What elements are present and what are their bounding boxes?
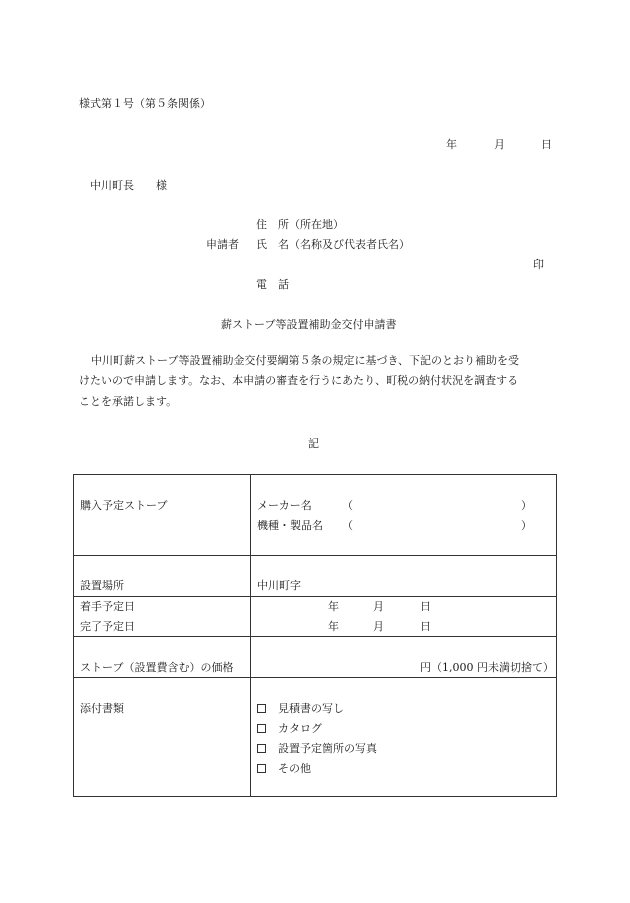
checkbox-icon[interactable] xyxy=(257,744,266,753)
maker-paren-close: ） xyxy=(521,499,532,512)
end-date-label: 完了予定日 xyxy=(80,620,135,633)
site-label: 設置場所 xyxy=(80,579,124,592)
seal-mark: 印 xyxy=(533,258,544,271)
attachment-item-label: 設置予定箇所の写真 xyxy=(278,742,377,755)
model-label: 機種・製品名 xyxy=(257,519,323,532)
attachment-item[interactable] xyxy=(257,703,344,714)
attachment-item[interactable] xyxy=(257,763,311,774)
ki-heading: 記 xyxy=(308,437,319,450)
body-line-1: 中川町薪ストーブ等設置補助金交付要綱第５条の規定に基づき、下記のとおり補助を受 xyxy=(91,354,520,367)
checkbox-icon[interactable] xyxy=(257,764,266,773)
address-label: 住 所（所在地） xyxy=(256,218,344,231)
document-title: 薪ストーブ等設置補助金交付申請書 xyxy=(221,318,397,331)
end-day-label: 日 xyxy=(420,620,431,633)
attachment-item-label: 見積書の写し xyxy=(278,702,344,715)
form-number: 様式第１号（第５条関係） xyxy=(79,97,211,110)
table-row-divider xyxy=(74,555,556,556)
details-table xyxy=(73,474,557,797)
date-day-label: 日 xyxy=(541,138,552,151)
body-line-3: ことを承諾します。 xyxy=(79,395,178,408)
maker-label: メーカー名 xyxy=(257,499,312,512)
attachment-item[interactable] xyxy=(257,723,322,734)
table-row-divider xyxy=(74,636,556,637)
site-value: 中川町字 xyxy=(257,579,301,592)
end-month-label: 月 xyxy=(373,620,384,633)
attachment-item-label: その他 xyxy=(278,762,311,775)
addressee: 中川町長 様 xyxy=(90,179,167,192)
date-year-label: 年 xyxy=(446,138,457,151)
end-year-label: 年 xyxy=(328,620,339,633)
attachment-item[interactable] xyxy=(257,743,377,754)
model-paren-open: （ xyxy=(342,519,353,532)
name-label: 氏 名（名称及び代表者氏名） xyxy=(256,238,410,251)
table-row-divider xyxy=(74,677,556,678)
table-row-divider xyxy=(74,596,556,597)
checkbox-icon[interactable] xyxy=(257,704,266,713)
price-unit: 円（1,000 円未満切捨て） xyxy=(420,661,554,674)
price-label: ストーブ（設置費含む）の価格 xyxy=(80,661,234,674)
maker-paren-open: （ xyxy=(342,499,353,512)
start-day-label: 日 xyxy=(420,600,431,613)
body-line-2: けたいので申請します。なお、本申請の審査を行うにあたり、町税の納付状況を調査する xyxy=(79,374,519,387)
attachments-label: 添付書類 xyxy=(80,702,124,715)
start-date-label: 着手予定日 xyxy=(80,600,135,613)
start-month-label: 月 xyxy=(373,600,384,613)
applicant-role-label: 申請者 xyxy=(206,238,239,251)
date-month-label: 月 xyxy=(494,138,505,151)
start-year-label: 年 xyxy=(328,600,339,613)
stove-label: 購入予定ストーブ xyxy=(80,499,168,512)
phone-label: 電 話 xyxy=(256,278,289,291)
checkbox-icon[interactable] xyxy=(257,724,266,733)
attachment-item-label: カタログ xyxy=(278,722,322,735)
model-paren-close: ） xyxy=(521,519,532,532)
